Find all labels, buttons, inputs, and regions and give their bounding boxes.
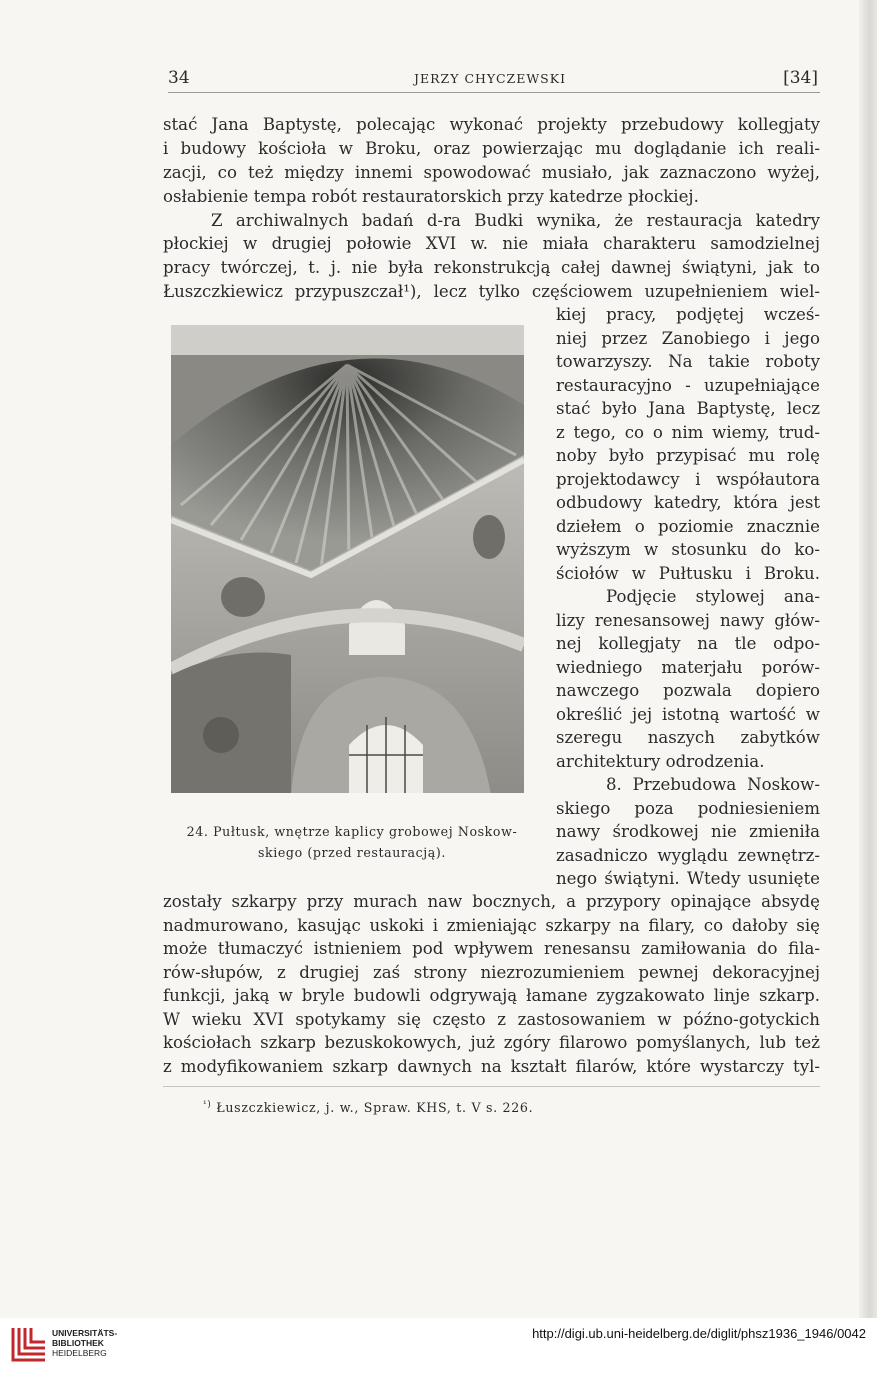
figure-caption: skiego (przed restauracją).	[257, 845, 447, 860]
permalink-url[interactable]: http://digi.ub.uni-heidelberg.de/diglit/phsz1936_1946/0042	[532, 1326, 866, 1341]
footnote	[203, 1100, 533, 1115]
side-text-line: nawy środkowej nie zmieniła	[556, 822, 820, 841]
library-name	[52, 1328, 117, 1358]
text-line: funkcji, jaką w bryle budowli odgrywają łamane zygzakowato linje szkarp.	[163, 986, 820, 1005]
library-name-line: BIBLIOTHEK	[52, 1338, 104, 1348]
side-text-line: nego świątyni. Wtedy usunięte	[556, 869, 820, 888]
side-text-line: dziełem o poziomie znacznie	[556, 517, 820, 536]
side-text-line: Podjęcie stylowej ana-	[606, 587, 820, 606]
text-line: może tłumaczyć istnieniem pod wpływem renesansu zamiłowania do fila-	[163, 939, 820, 958]
text-line: płockiej w drugiej połowie XVI w. nie miała charakteru samodzielnej	[163, 234, 820, 253]
text-line: zacji, co też między innemi spowodować musiało, jak zaznaczono wyżej,	[163, 163, 820, 182]
figure-chapel-dome-photo	[171, 325, 524, 793]
text-line: osłabienie tempa robót restauratorskich przy katedrze płockiej.	[163, 187, 699, 206]
side-text-line: zasadniczo wyglądu zewnętrz-	[556, 846, 820, 865]
side-text-line: restauracyjno - uzupełniające	[556, 376, 820, 395]
side-text-line: noby było przypisać mu rolę	[556, 446, 820, 465]
library-name-line: HEIDELBERG	[52, 1348, 107, 1358]
bracket-page-number: [34]	[783, 68, 818, 88]
side-text-line: stać było Jana Baptystę, lecz	[556, 399, 820, 418]
text-line: rów-słupów, z drugiej zaś strony niezrozumieniem pewnej dekoracyjnej	[163, 963, 820, 982]
side-text-line: ściołów w Pułtusku i Broku.	[556, 564, 820, 583]
side-text-line: nawczego pozwala dopiero	[556, 681, 820, 700]
figure-caption: 24. Pułtusk, wnętrze kaplicy grobowej Noskow-	[186, 824, 518, 839]
side-text-line: 8. Przebudowa Noskow-	[606, 775, 820, 794]
page-edge-shadow	[859, 0, 877, 1318]
side-text-line: niej przez Zanobiego i jego	[556, 329, 820, 348]
footnote-text: Łuszczkiewicz, j. w., Spraw. KHS, t. V s. 226.	[216, 1100, 534, 1116]
side-text-line: kiej pracy, podjętej wcześ-	[556, 305, 820, 324]
library-logo-icon	[10, 1324, 48, 1364]
side-text-line: projektodawcy i współautora	[556, 470, 820, 489]
side-text-line: określić jej istotną wartość w	[556, 705, 820, 724]
text-line: z modyfikowaniem szkarp dawnych na kształt filarów, które wystarczy tyl-	[163, 1057, 820, 1076]
footnote-marker: ¹)	[203, 1100, 212, 1110]
viewer-footer	[0, 1318, 877, 1378]
text-line: Łuszczkiewicz przypuszczał¹), lecz tylko częściowem uzupełnieniem wiel-	[163, 282, 820, 301]
text-line: i budowy kościoła w Broku, oraz powierzając mu doglądanie ich reali-	[163, 139, 820, 158]
side-text-line: szeregu naszych zabytków	[556, 728, 820, 747]
side-text-line: architektury odrodzenia.	[556, 752, 765, 771]
text-line: nadmurowano, kasując uskoki i zmieniając szkarpy na filary, co dałoby się	[163, 916, 820, 935]
text-line: W wieku XVI spotykamy się często z zastosowaniem w późno-gotyckich	[163, 1010, 820, 1029]
side-text-line: wyższym w stosunku do ko-	[556, 540, 820, 559]
text-line: kościołach szkarp bezuskokowych, już zgóry filarowo pomyślanych, lub też	[163, 1033, 820, 1052]
dome-interior-illustration	[171, 325, 524, 793]
text-line: pracy twórczej, t. j. nie była rekonstrukcją całej dawnej świątyni, jak to	[163, 258, 820, 277]
text-line: stać Jana Baptystę, polecając wykonać projekty przebudowy kollegjaty	[163, 115, 820, 134]
side-text-line: nej kollegjaty na tle odpo-	[556, 634, 820, 653]
page-number: 34	[168, 68, 190, 88]
side-text-line: wiedniego materjału porów-	[556, 658, 820, 677]
side-text-line: z tego, co o nim wiemy, trud-	[556, 423, 820, 442]
side-text-line: skiego poza podniesieniem	[556, 799, 820, 818]
side-text-line: lizy renesansowej nawy głów-	[556, 611, 820, 630]
text-line: Z archiwalnych badań d-ra Budki wynika, że restauracja katedry	[211, 211, 820, 230]
running-header	[162, 68, 818, 92]
side-text-line: odbudowy katedry, która jest	[556, 493, 820, 512]
header-rule	[168, 92, 820, 93]
text-line: zostały szkarpy przy murach naw bocznych, a przypory opinające absydę	[163, 892, 820, 911]
library-name-line: UNIVERSITÄTS-	[52, 1328, 118, 1338]
running-title: JERZY CHYCZEWSKI	[413, 71, 567, 86]
footnote-rule	[163, 1086, 820, 1087]
side-text-line: towarzyszy. Na takie roboty	[556, 352, 820, 371]
